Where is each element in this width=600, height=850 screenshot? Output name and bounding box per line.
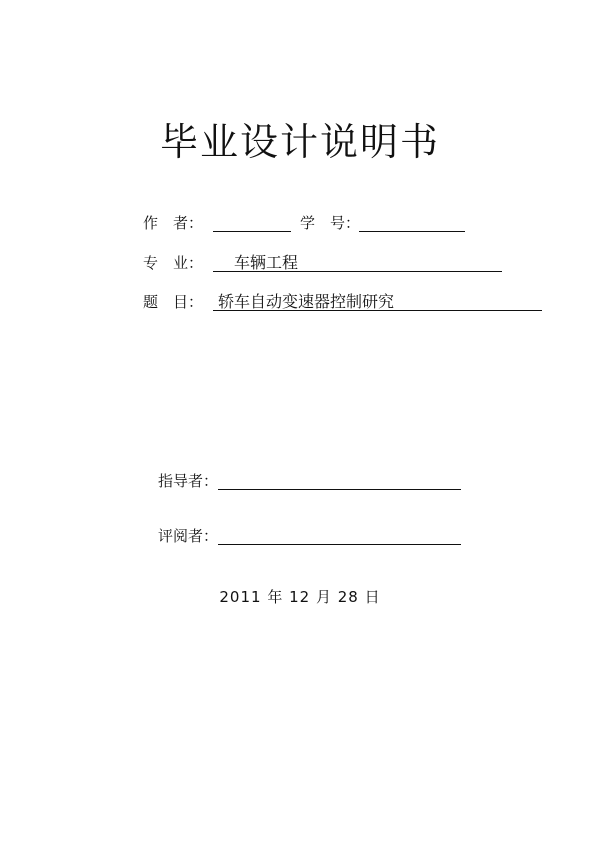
major-label: 专 业： [143, 254, 204, 272]
reviewer-row [0, 524, 600, 548]
topic-value: 轿车自动变速器控制研究 [218, 292, 395, 311]
major-row [0, 251, 600, 275]
author-underline [213, 231, 291, 232]
advisor-underline [218, 489, 461, 490]
page-title: 毕业设计说明书 [159, 120, 440, 164]
major-value: 车辆工程 [234, 253, 299, 272]
student-id-underline [359, 231, 465, 232]
student-id-label: 学 号： [300, 214, 361, 232]
reviewer-label: 评阅者： [158, 527, 219, 545]
advisor-label: 指导者： [158, 472, 219, 490]
advisor-row [0, 469, 600, 493]
author-label: 作 者： [143, 214, 204, 232]
reviewer-underline [218, 544, 461, 545]
author-row [0, 211, 600, 235]
document-date: 2011 年 12 月 28 日 [219, 588, 381, 606]
topic-label: 题 目： [143, 293, 204, 311]
topic-row [0, 290, 600, 314]
